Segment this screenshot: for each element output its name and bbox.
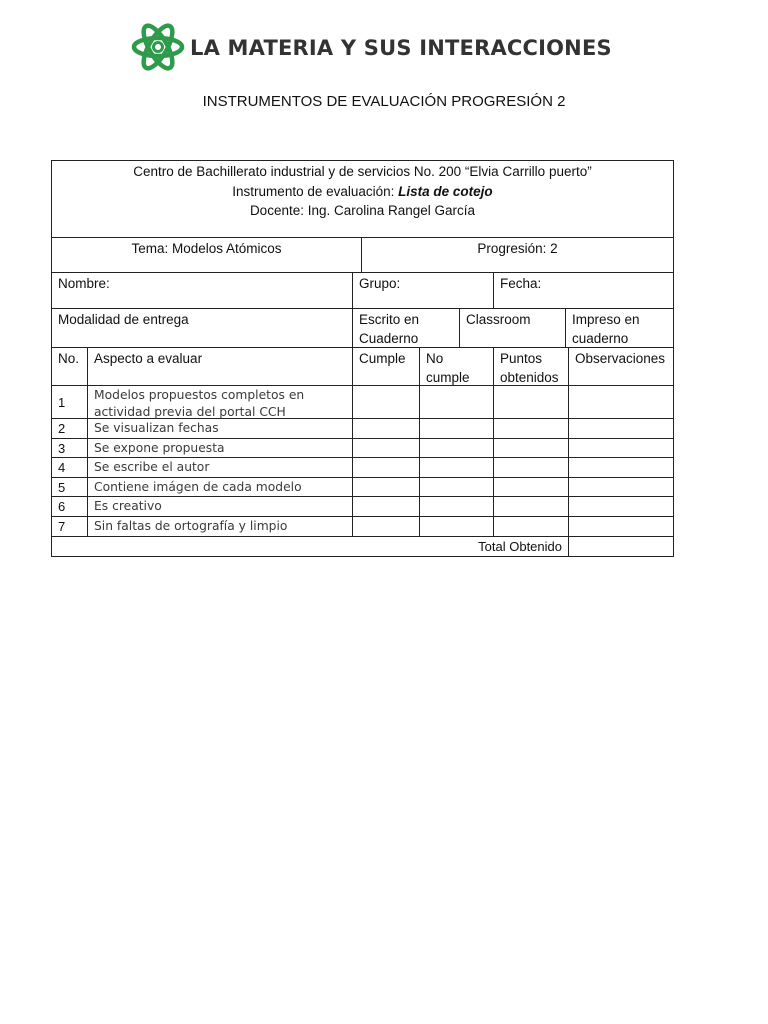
col-aspect: Aspecto a evaluar [88,348,353,385]
student-row [52,273,673,309]
col-no: No. [52,348,88,385]
atom-icon [130,17,186,75]
no-cumple-cell[interactable] [420,497,494,516]
aspect-line: Modelos propuestos completos en [94,388,305,402]
item-number: 2 [52,419,88,438]
no-cumple-cell[interactable] [420,458,494,477]
observations-cell[interactable] [569,419,673,438]
points-cell[interactable] [494,517,569,536]
delivery-option-classroom[interactable]: Classroom [460,309,566,347]
observations-cell[interactable] [569,497,673,516]
points-cell[interactable] [494,478,569,497]
name-field[interactable]: Nombre: [52,273,353,308]
date-field[interactable]: Fecha: [500,276,542,291]
school-name: Centro de Bachillerato industrial y de servicios No. 200 “Elvia Carrillo puerto” [133,164,592,179]
no-cumple-cell[interactable] [420,439,494,458]
item-number: 3 [52,439,88,458]
delivery-label: Modalidad de entrega [52,309,353,347]
col-points [494,348,569,385]
delivery-row [52,309,673,348]
option-line: cuaderno [572,330,629,346]
table-row [52,478,673,498]
topic-cell: Tema: Modelos Atómicos [52,238,362,272]
teacher-name: Docente: Ing. Carolina Rangel García [249,203,476,218]
aspect-line: actividad previa del portal CCH [94,405,286,419]
points-cell[interactable] [494,386,569,418]
col-observations: Observaciones [575,351,666,366]
item-aspect: Se expone propuesta [88,439,353,458]
observations-cell[interactable] [569,386,673,418]
observations-cell[interactable] [569,517,673,536]
no-cumple-cell[interactable] [420,386,494,418]
table-row [52,458,673,478]
points-cell[interactable] [494,497,569,516]
instrument-label: Instrumento de evaluación: [232,183,399,199]
evaluation-form [51,160,674,557]
header-line: cumple [426,369,470,385]
item-aspect: Se visualizan fechas [88,419,353,438]
item-number: 7 [52,517,88,536]
info-block [52,161,673,238]
cumple-cell[interactable] [353,386,420,418]
points-cell[interactable] [494,419,569,438]
instrument-line [52,182,673,202]
topic-row [52,238,673,273]
table-row [52,419,673,439]
option-line: Impreso en [572,312,640,327]
no-cumple-cell[interactable] [420,419,494,438]
cumple-cell[interactable] [353,439,420,458]
total-label: Total Obtenido [52,537,569,556]
col-cumple: Cumple [353,348,420,385]
col-no-cumple [420,348,494,385]
option-line: Cuaderno [359,330,419,346]
item-aspect: Sin faltas de ortografía y limpio [88,517,353,536]
cumple-cell[interactable] [353,419,420,438]
observations-cell[interactable] [569,439,673,458]
total-row [52,537,673,556]
group-field[interactable]: Grupo: [353,273,494,308]
cumple-cell[interactable] [353,478,420,497]
header-line: obtenidos [500,369,559,385]
table-row [52,439,673,459]
document-title: INSTRUMENTOS DE EVALUACIÓN PROGRESIÓN 2 [202,93,566,110]
cumple-cell[interactable] [353,458,420,477]
delivery-option-notebook[interactable] [353,309,460,347]
header-line: Puntos [500,351,543,366]
option-line: Escrito en [359,312,420,327]
brand-title: LA MATERIA Y SUS INTERACCIONES [190,36,612,60]
item-number: 4 [52,458,88,477]
no-cumple-cell[interactable] [420,478,494,497]
observations-cell[interactable] [569,458,673,477]
table-row [52,497,673,517]
no-cumple-cell[interactable] [420,517,494,536]
points-cell[interactable] [494,458,569,477]
item-aspect: Contiene imágen de cada modelo [88,478,353,497]
points-cell[interactable] [494,439,569,458]
table-row [52,517,673,537]
cumple-cell[interactable] [353,497,420,516]
item-number: 6 [52,497,88,516]
page-header [130,16,612,76]
cumple-cell[interactable] [353,517,420,536]
table-row [52,386,673,419]
item-aspect: Es creativo [88,497,353,516]
delivery-option-printed[interactable] [566,309,673,347]
header-line: No [426,351,444,366]
total-value-cell[interactable] [569,537,673,556]
item-aspect: Se escribe el autor [88,458,353,477]
progression-cell: Progresión: 2 [477,241,558,256]
observations-cell[interactable] [569,478,673,497]
item-aspect [88,386,353,418]
item-number: 5 [52,478,88,497]
item-number: 1 [52,386,88,418]
table-header-row [52,348,673,386]
instrument-value: Lista de cotejo [398,183,493,199]
